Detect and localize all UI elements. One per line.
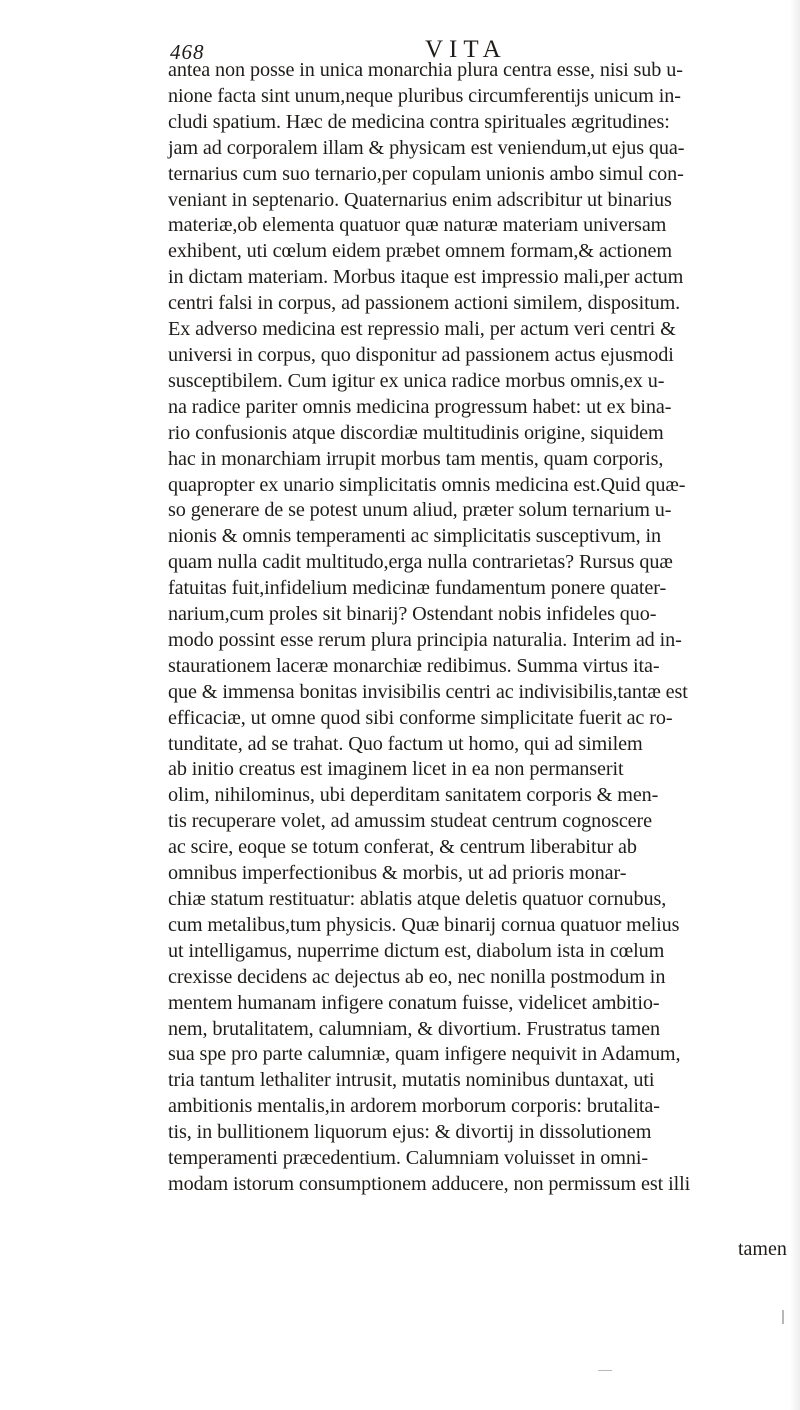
text-line: ac scire, eoque se totum conferat, & centrum liberabitur ab: [168, 836, 637, 859]
text-line: chiæ statum restituatur: ablatis atque deletis quatuor cornubus,: [168, 888, 667, 910]
text-line: fatuitas fuit,infidelium medicinæ fundamentum ponere quater-: [168, 577, 667, 600]
text-line: in dictam materiam. Morbus itaque est impressio mali,per actum: [168, 266, 684, 289]
text-line: sua spe pro parte calumniæ, quam infigere nequivit in Adamum,: [168, 1043, 681, 1066]
body-text: [168, 58, 800, 1198]
text-line: crexisse decidens ac dejectus ab eo, nec nonilla postmodum in: [168, 965, 666, 988]
text-line: mentem humanam infigere conatum fuisse, videlicet ambitio-: [168, 991, 660, 1014]
page-number: 468: [170, 40, 205, 64]
text-line: na radice pariter omnis medicina progressum habet: ut ex bina-: [168, 395, 672, 418]
page-edge-shadow: [790, 0, 800, 1410]
text-line: universi in corpus, quo disponitur ad passionem actus ejusmodi: [168, 343, 674, 366]
text-line: efficaciæ, ut omne quod sibi conforme simplicitate fuerit ac ro-: [168, 706, 673, 729]
text-line: cum metalibus,tum physicis. Quæ binarij cornua quatuor melius: [168, 913, 680, 936]
text-line: rio confusionis atque discordiæ multitudinis origine, siquidem: [168, 421, 664, 444]
text-line: quam nulla cadit multitudo,erga nulla contrarietas? Rursus quæ: [168, 551, 673, 574]
text-line: ternarius cum suo ternario,per copulam unionis ambo simul con-: [168, 162, 684, 185]
text-line: jam ad corporalem illam & physicam est veniendum,ut ejus qua-: [168, 136, 685, 159]
text-line: veniant in septenario. Quaternarius enim adscribitur ut binarius: [168, 188, 672, 211]
text-line: olim, nihilominus, ubi deperditam sanitatem corporis & men-: [168, 784, 659, 807]
text-line: susceptibilem. Cum igitur ex unica radice morbus omnis,ex u-: [168, 369, 665, 392]
text-line: antea non posse in unica monarchia plura centra esse, nisi sub u-: [168, 59, 683, 81]
text-line: modo possint esse rerum plura principia naturalia. Interim ad in-: [168, 628, 682, 651]
running-head: VITA: [425, 36, 507, 63]
paper-speck: [782, 1310, 784, 1324]
text-line: nionis & omnis temperamenti ac simplicitatis susceptivum, in: [168, 525, 662, 548]
text-line: narium,cum proles sit binarij? Ostendant nobis infideles quo-: [168, 603, 657, 626]
text-line: staurationem laceræ monarchiæ redibimus. Summa virtus ita-: [168, 654, 660, 677]
paper-speck: [598, 1370, 612, 1371]
text-line: so generare de se potest unum aliud, præter solum ternarium u-: [168, 499, 672, 522]
text-line: tis recuperare volet, ad amussim studeat centrum cognoscere: [168, 810, 653, 833]
text-line: quapropter ex unario simplicitatis omnis medicina est.Quid quæ-: [168, 473, 686, 496]
text-line: tunditate, ad se trahat. Quo factum ut homo, qui ad similem: [168, 732, 643, 755]
text-line: nem, brutalitatem, calumniam, & divortium. Frustratus tamen: [168, 1017, 660, 1040]
text-line: centri falsi in corpus, ad passionem actioni similem, dispositum.: [168, 292, 681, 315]
text-line: nione facta sint unum,neque pluribus circumferentijs unicum in-: [168, 84, 681, 107]
text-line: materiæ,ob elementa quatuor quæ naturæ materiam universam: [168, 214, 667, 237]
text-line: omnibus imperfectionibus & morbis, ut ad prioris monar-: [168, 862, 627, 885]
text-line: tria tantum lethaliter intrusit, mutatis nominibus duntaxat, uti: [168, 1069, 655, 1092]
text-line: Ex adverso medicina est repressio mali, per actum veri centri &: [168, 318, 676, 341]
catchword: tamen: [738, 1238, 787, 1260]
text-line: ut intelligamus, nuperrime dictum est, diabolum ista in cœlum: [168, 939, 665, 962]
text-line: temperamenti præcedentium. Calumniam voluisset in omni-: [168, 1147, 649, 1170]
text-line: ambitionis mentalis,in ardorem morborum corporis: brutalita-: [168, 1095, 660, 1118]
text-line: cludi spatium. Hæc de medicina contra spirituales ægritudines:: [168, 110, 670, 133]
text-line: hac in monarchiam irrupit morbus tam mentis, quam corporis,: [168, 447, 664, 470]
text-line: exhibent, uti cœlum eidem præbet omnem formam,& actionem: [168, 240, 673, 263]
text-line: que & immensa bonitas invisibilis centri ac indivisibilis,tantæ est: [168, 680, 688, 703]
text-line: modam istorum consumptionem adducere, non permissum est illi: [168, 1172, 691, 1195]
text-line: ab initio creatus est imaginem licet in ea non permanserit: [168, 758, 624, 781]
text-line: tis, in bullitionem liquorum ejus: & divortij in dissolutionem: [168, 1121, 652, 1144]
